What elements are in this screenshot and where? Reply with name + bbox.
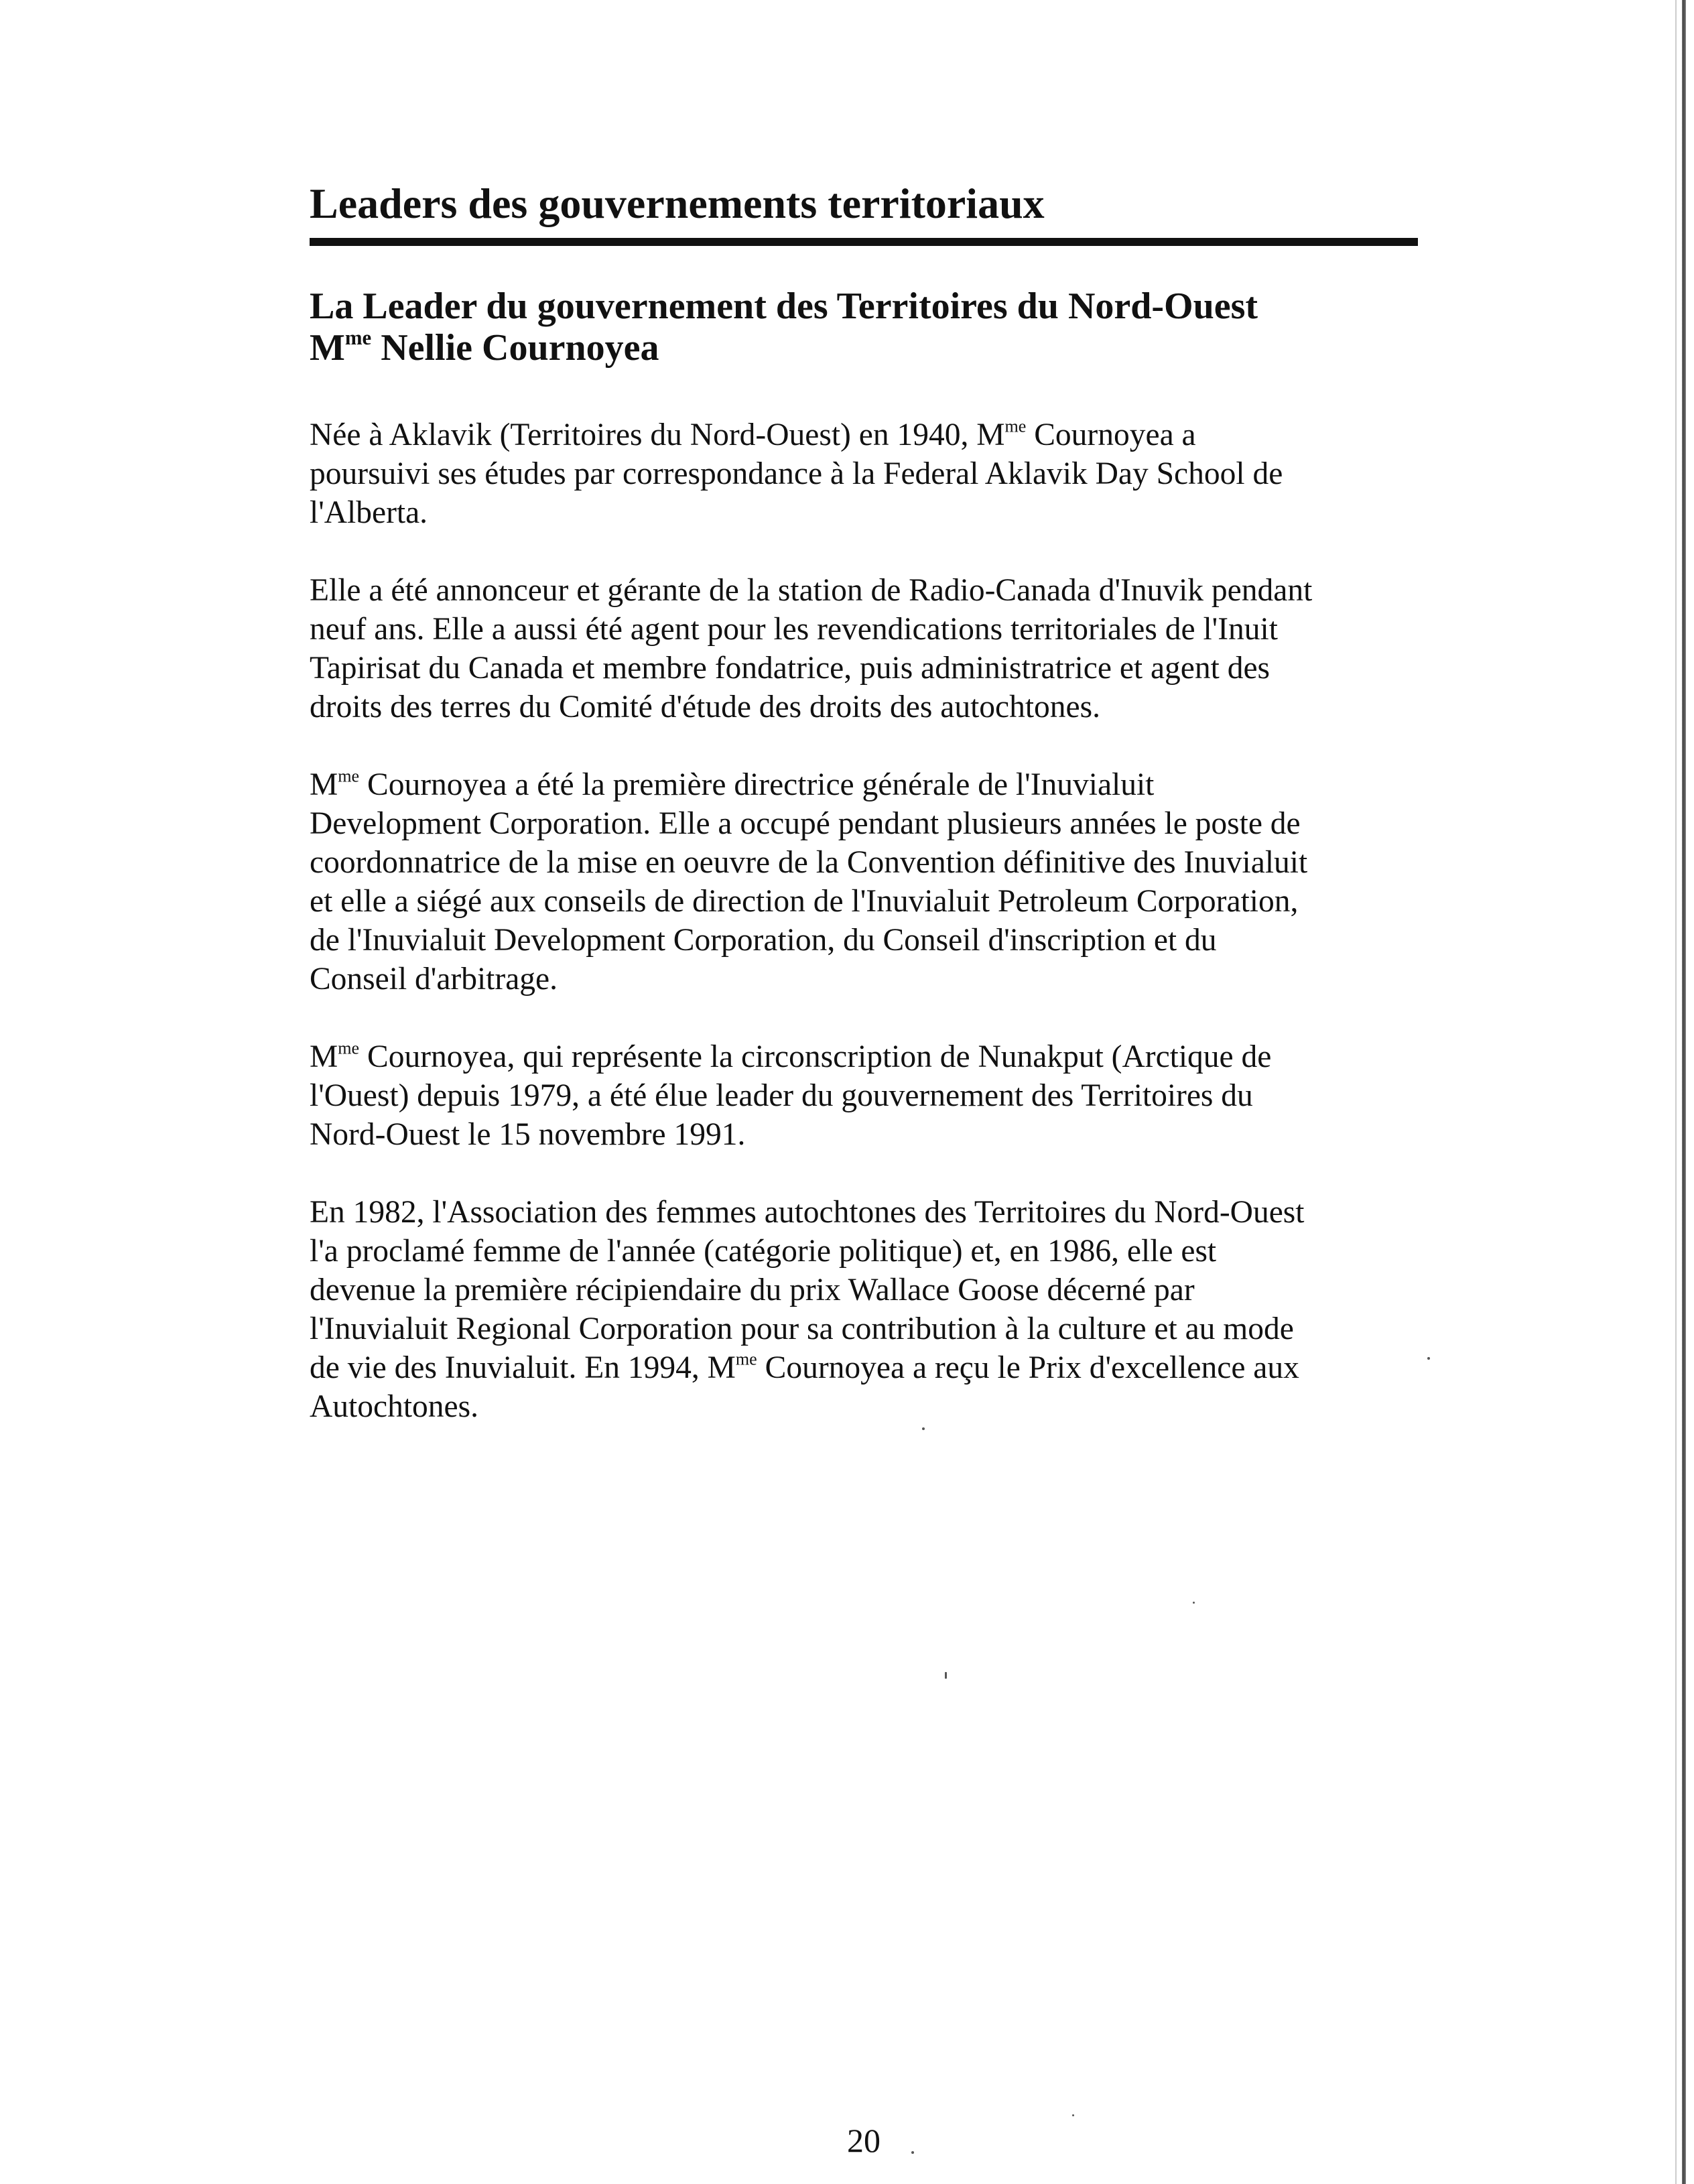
title-rule bbox=[310, 238, 1418, 246]
text-span: de vie des Inuvialuit. En 1994, M bbox=[310, 1350, 736, 1385]
text-line: poursuivi ses études par correspondance à la Federal Aklavik Day School de bbox=[310, 456, 1283, 491]
body-text bbox=[310, 415, 1422, 1465]
text-line: l'Ouest) depuis 1979, a été élue leader du gouvernement des Territoires du bbox=[310, 1078, 1253, 1113]
leader-name bbox=[310, 327, 1258, 369]
text-span: Cournoyea a reçu le Prix d'excellence aux bbox=[757, 1350, 1299, 1385]
superscript: me bbox=[338, 766, 360, 786]
leader-name-text: Nellie Cournoyea bbox=[371, 327, 659, 369]
superscript: me bbox=[735, 1349, 757, 1369]
text-line bbox=[310, 765, 1422, 804]
scan-speck bbox=[1427, 1357, 1430, 1360]
text-span: Cournoyea a bbox=[1026, 417, 1196, 452]
superscript: me bbox=[1004, 416, 1027, 436]
scan-speck bbox=[1072, 2114, 1074, 2116]
text-line: et elle a siégé aux conseils de direction de l'Inuvialuit Petroleum Corporation, bbox=[310, 884, 1299, 919]
scan-speck bbox=[922, 1427, 925, 1430]
text-line: l'Inuvialuit Regional Corporation pour sa contribution à la culture et au mode bbox=[310, 1311, 1294, 1346]
text-line: droits des terres du Comité d'étude des droits des autochtones. bbox=[310, 690, 1100, 724]
leader-block bbox=[310, 285, 1258, 369]
text-line: En 1982, l'Association des femmes autochtones des Territoires du Nord-Ouest bbox=[310, 1195, 1305, 1230]
text-line: Elle a été annonceur et gérante de la station de Radio-Canada d'Inuvik pendant bbox=[310, 573, 1313, 608]
text-line: coordonnatrice de la mise en oeuvre de la Convention définitive des Inuvialuit bbox=[310, 845, 1308, 880]
leader-heading: La Leader du gouvernement des Territoires du Nord-Ouest bbox=[310, 285, 1258, 327]
text-line: Nord-Ouest le 15 novembre 1991. bbox=[310, 1117, 746, 1152]
text-line: neuf ans. Elle a aussi été agent pour les revendications territoriales de l'Inuit bbox=[310, 612, 1278, 647]
text-line: Autochtones. bbox=[310, 1389, 478, 1424]
paragraph-corporation bbox=[310, 765, 1422, 999]
paragraph-election bbox=[310, 1037, 1422, 1154]
text-line bbox=[310, 1348, 1422, 1387]
scan-speck bbox=[945, 1672, 947, 1679]
text-line: de l'Inuvialuit Development Corporation, du Conseil d'inscription et du bbox=[310, 923, 1217, 958]
paragraph-awards bbox=[310, 1193, 1422, 1426]
scan-edge bbox=[1682, 0, 1686, 2184]
page-number: 20 bbox=[847, 2122, 881, 2159]
leader-name-prefix: M bbox=[310, 327, 345, 369]
text-span: Née à Aklavik (Territoires du Nord-Ouest) en 1940, M bbox=[310, 417, 1005, 452]
section-title: Leaders des gouvernements territoriaux bbox=[310, 180, 1045, 227]
text-span: Cournoyea a été la première directrice générale de l'Inuvialuit bbox=[359, 767, 1155, 802]
text-line: Conseil d'arbitrage. bbox=[310, 962, 558, 997]
text-line: Tapirisat du Canada et membre fondatrice, puis administratrice et agent des bbox=[310, 651, 1270, 686]
superscript: me bbox=[338, 1038, 360, 1058]
text-span: M bbox=[310, 767, 338, 802]
paragraph-career bbox=[310, 571, 1422, 726]
leader-name-sup: me bbox=[344, 326, 372, 349]
text-line: l'a proclamé femme de l'année (catégorie politique) et, en 1986, elle est bbox=[310, 1234, 1217, 1269]
text-line: l'Alberta. bbox=[310, 495, 428, 530]
text-line: devenue la première récipiendaire du prix Wallace Goose décerné par bbox=[310, 1273, 1195, 1307]
paragraph-birth bbox=[310, 415, 1422, 532]
text-span: Cournoyea, qui représente la circonscription de Nunakput (Arctique de bbox=[359, 1039, 1272, 1074]
text-line: Development Corporation. Elle a occupé pendant plusieurs années le poste de bbox=[310, 806, 1301, 841]
text-line bbox=[310, 1037, 1422, 1076]
scan-speck bbox=[911, 2151, 914, 2154]
text-span: M bbox=[310, 1039, 338, 1074]
text-line bbox=[310, 415, 1422, 454]
scan-speck bbox=[1193, 1602, 1195, 1604]
scan-edge-shadow bbox=[1675, 0, 1677, 2184]
